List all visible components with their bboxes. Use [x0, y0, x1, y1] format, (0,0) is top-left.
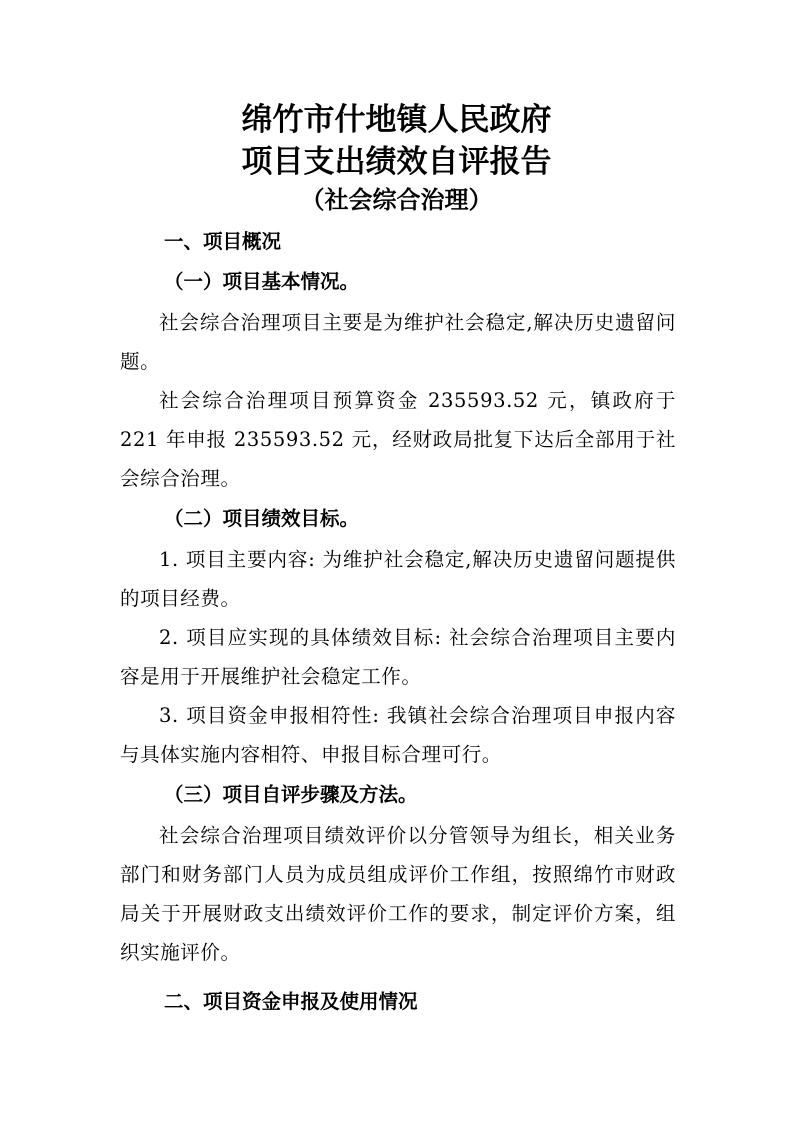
section1-sub3-paragraph1: 社会综合治理项目绩效评价以分管领导为组长，相关业务部门和财务部门人员为成员组成评价工作组，按照绵竹市财政局关于开展财政支出绩效评价工作的要求，制定评价方案，组织实施评价。: [120, 824, 676, 964]
section1-heading: 一、项目概况: [164, 230, 282, 253]
section1-sub1-paragraph1: 社会综合治理项目主要是为维护社会稳定,解决历史遗留问题。: [120, 311, 676, 373]
section1-sub2-paragraph1: 1. 项目主要内容: 为维护社会稳定,解决历史遗留问题提供的项目经费。: [120, 548, 676, 610]
section2-heading: 二、项目资金申报及使用情况: [164, 990, 418, 1013]
section1-sub2-paragraph2: 2. 项目应实现的具体绩效目标: 社会综合治理项目主要内容是用于开展维护社会稳定工作。: [120, 626, 676, 688]
document-body: [120, 222, 676, 1021]
section1-sub1-paragraph2: 社会综合治理项目预算资金 235593.52 元，镇政府于221 年申报 235593.52 元，经财政局批复下达后全部用于社会综合治理。: [120, 389, 676, 490]
section1-sub2-heading: （二）项目绩效目标。: [164, 507, 360, 530]
section1-sub1-heading: （一）项目基本情况。: [164, 270, 360, 293]
section1-sub3-heading: （三）项目自评步骤及方法。: [164, 783, 418, 806]
document-title-line1: 绵竹市什地镇人民政府: [241, 102, 552, 138]
section1-sub2-paragraph3: 3. 项目资金申报相符性: 我镇社会综合治理项目申报内容与具体实施内容相符、申报目标合理可行。: [120, 704, 676, 766]
document-subtitle: （社会综合治理）: [300, 185, 493, 214]
document-title-line2: 项目支出绩效自评报告: [241, 144, 552, 180]
